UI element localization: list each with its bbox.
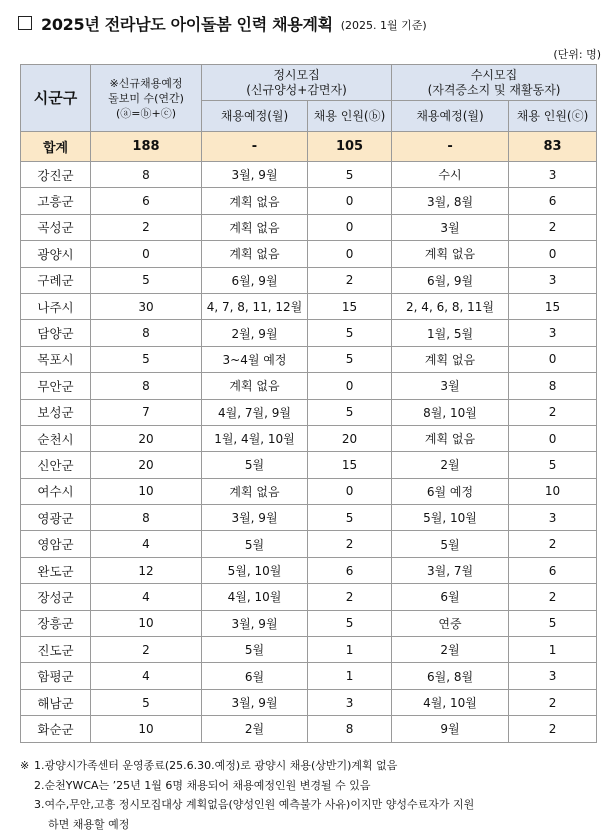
occasional-month: 3월, 7월 <box>392 557 509 583</box>
occasional-month: 계획 없음 <box>392 425 509 451</box>
recruitment-table <box>20 64 597 743</box>
unit-label: (단위: 명) <box>553 48 601 61</box>
table-row <box>21 214 597 240</box>
regular-month: 3월, 9월 <box>202 162 308 188</box>
table-row <box>21 293 597 319</box>
region-name: 구례군 <box>21 267 91 293</box>
table-row <box>21 478 597 504</box>
region-name: 여수시 <box>21 478 91 504</box>
occasional-month: 4월, 10월 <box>392 689 509 715</box>
planned-count: 6 <box>91 188 202 214</box>
footnote-3: 3.여수,무안,고흥 정시모집대상 계획없음(양성인원 예측불가 사유)이지만 양성수료자가 지원 <box>34 798 475 811</box>
total-planned: 188 <box>91 132 202 162</box>
occasional-month: 2, 4, 6, 8, 11월 <box>392 293 509 319</box>
regular-count: 0 <box>308 188 392 214</box>
regular-count: 15 <box>308 452 392 478</box>
checkbox-icon <box>18 16 32 30</box>
regular-count: 5 <box>308 320 392 346</box>
region-name: 영암군 <box>21 531 91 557</box>
planned-count: 5 <box>91 346 202 372</box>
regular-count: 0 <box>308 373 392 399</box>
occasional-month: 6월 <box>392 584 509 610</box>
regular-month: 5월 <box>202 452 308 478</box>
planned-count: 10 <box>91 610 202 636</box>
occasional-count: 3 <box>509 505 597 531</box>
regular-count: 2 <box>308 584 392 610</box>
regular-count: 6 <box>308 557 392 583</box>
planned-count: 8 <box>91 373 202 399</box>
table-row <box>21 425 597 451</box>
regular-count: 20 <box>308 425 392 451</box>
regular-count: 1 <box>308 637 392 663</box>
table-row <box>21 505 597 531</box>
occasional-month: 계획 없음 <box>392 241 509 267</box>
regular-count: 0 <box>308 478 392 504</box>
regular-count: 0 <box>308 214 392 240</box>
regular-count: 5 <box>308 346 392 372</box>
table-row <box>21 373 597 399</box>
region-name: 나주시 <box>21 293 91 319</box>
header-regular <box>202 65 392 101</box>
occasional-count: 0 <box>509 425 597 451</box>
header-occasional-line1: 수시모집 <box>470 67 518 82</box>
regular-month: 계획 없음 <box>202 478 308 504</box>
region-name: 완도군 <box>21 557 91 583</box>
region-name: 보성군 <box>21 399 91 425</box>
table-row <box>21 663 597 689</box>
occasional-month: 9월 <box>392 716 509 742</box>
regular-month: 계획 없음 <box>202 241 308 267</box>
occasional-month: 3월 <box>392 373 509 399</box>
regular-month: 3월, 9월 <box>202 610 308 636</box>
regular-month: 2월 <box>202 716 308 742</box>
table-row <box>21 188 597 214</box>
footnote-1 <box>20 756 609 776</box>
table-row <box>21 716 597 742</box>
region-name: 강진군 <box>21 162 91 188</box>
table-row <box>21 531 597 557</box>
regular-month: 3월, 9월 <box>202 689 308 715</box>
planned-count: 8 <box>91 162 202 188</box>
regular-month: 5월 <box>202 637 308 663</box>
occasional-count: 0 <box>509 346 597 372</box>
occasional-month: 6월, 9월 <box>392 267 509 293</box>
planned-count: 2 <box>91 214 202 240</box>
occasional-count: 3 <box>509 320 597 346</box>
occasional-month: 8월, 10월 <box>392 399 509 425</box>
footnote-mark: ※ <box>20 759 30 772</box>
planned-count: 20 <box>91 452 202 478</box>
regular-count: 15 <box>308 293 392 319</box>
region-name: 진도군 <box>21 637 91 663</box>
occasional-month: 6월, 8월 <box>392 663 509 689</box>
footnotes <box>20 756 609 834</box>
total-regular-count: 105 <box>308 132 392 162</box>
regular-count: 0 <box>308 241 392 267</box>
planned-count: 12 <box>91 557 202 583</box>
table-row <box>21 557 597 583</box>
occasional-count: 3 <box>509 663 597 689</box>
region-name: 담양군 <box>21 320 91 346</box>
regular-month: 5월, 10월 <box>202 557 308 583</box>
occasional-count: 5 <box>509 610 597 636</box>
planned-count: 4 <box>91 584 202 610</box>
regular-month: 3~4월 예정 <box>202 346 308 372</box>
header-regular-line1: 정시모집 <box>273 67 320 82</box>
region-name: 장흥군 <box>21 610 91 636</box>
planned-count: 5 <box>91 267 202 293</box>
header-occasional-line2: (자격증소지 및 재활동자) <box>427 82 561 97</box>
occasional-count: 2 <box>509 214 597 240</box>
table-row <box>21 399 597 425</box>
region-name: 함평군 <box>21 663 91 689</box>
region-name: 목포시 <box>21 346 91 372</box>
planned-count: 2 <box>91 637 202 663</box>
region-name: 무안군 <box>21 373 91 399</box>
header-planned-line3: (ⓐ=ⓑ+ⓒ) <box>115 106 177 120</box>
region-name: 영광군 <box>21 505 91 531</box>
footnote-2: 2.순천YWCA는 ’25년 1월 6명 채용되어 채용예정인원 변경될 수 있음 <box>34 778 371 792</box>
occasional-count: 6 <box>509 188 597 214</box>
occasional-count: 10 <box>509 478 597 504</box>
occasional-count: 8 <box>509 373 597 399</box>
footnote-1-text: 1.광양시가족센터 운영종료(25.6.30.예정)로 광양시 채용(상반기)계획 없음 <box>34 759 398 772</box>
occasional-count: 15 <box>509 293 597 319</box>
table-row <box>21 241 597 267</box>
occasional-count: 2 <box>509 399 597 425</box>
region-name: 장성군 <box>21 584 91 610</box>
regular-month: 6월, 9월 <box>202 267 308 293</box>
regular-count: 2 <box>308 267 392 293</box>
regular-count: 5 <box>308 505 392 531</box>
occasional-count: 3 <box>509 162 597 188</box>
planned-count: 8 <box>91 505 202 531</box>
occasional-count: 5 <box>509 452 597 478</box>
regular-month: 4, 7, 8, 11, 12월 <box>202 293 308 319</box>
footnote-3-cont: 하면 채용할 예정 <box>48 817 130 831</box>
occasional-month: 연중 <box>392 610 509 636</box>
regular-month: 1월, 4월, 10월 <box>202 425 308 451</box>
region-name: 해남군 <box>21 689 91 715</box>
table-row <box>21 320 597 346</box>
regular-count: 1 <box>308 663 392 689</box>
occasional-count: 1 <box>509 637 597 663</box>
regular-month: 6월 <box>202 663 308 689</box>
planned-count: 0 <box>91 241 202 267</box>
header-regular-count: 채용 인원(ⓑ) <box>308 101 392 132</box>
regular-month: 계획 없음 <box>202 188 308 214</box>
planned-count: 5 <box>91 689 202 715</box>
table-row <box>21 689 597 715</box>
occasional-month: 1월, 5월 <box>392 320 509 346</box>
total-occasional-count: 83 <box>509 132 597 162</box>
region-name: 광양시 <box>21 241 91 267</box>
regular-month: 3월, 9월 <box>202 505 308 531</box>
occasional-month: 5월 <box>392 531 509 557</box>
page-title: 2025년 전라남도 아이돌봄 인력 채용계획 <box>41 14 333 34</box>
regular-count: 2 <box>308 531 392 557</box>
title-row <box>18 10 427 36</box>
regular-count: 3 <box>308 689 392 715</box>
occasional-month: 5월, 10월 <box>392 505 509 531</box>
regular-count: 5 <box>308 399 392 425</box>
occasional-count: 2 <box>509 716 597 742</box>
regular-month: 4월, 7월, 9월 <box>202 399 308 425</box>
planned-count: 30 <box>91 293 202 319</box>
regular-month: 4월, 10월 <box>202 584 308 610</box>
regular-month: 계획 없음 <box>202 373 308 399</box>
planned-count: 4 <box>91 531 202 557</box>
total-row <box>21 132 597 162</box>
header-occasional-month: 채용예정(월) <box>392 101 509 132</box>
planned-count: 10 <box>91 716 202 742</box>
planned-count: 8 <box>91 320 202 346</box>
header-planned-line1: ※신규채용예정 <box>109 76 183 90</box>
total-occasional-month: - <box>392 132 509 162</box>
occasional-count: 2 <box>509 584 597 610</box>
region-name: 고흥군 <box>21 188 91 214</box>
region-name: 신안군 <box>21 452 91 478</box>
regular-month: 2월, 9월 <box>202 320 308 346</box>
occasional-month: 2월 <box>392 452 509 478</box>
planned-count: 10 <box>91 478 202 504</box>
regular-count: 5 <box>308 610 392 636</box>
header-regular-line2: (신규양성+감면자) <box>246 82 347 97</box>
total-label: 합계 <box>21 132 91 162</box>
table-row <box>21 346 597 372</box>
occasional-count: 2 <box>509 689 597 715</box>
header-sigungu: 시군구 <box>21 65 91 132</box>
regular-count: 8 <box>308 716 392 742</box>
table-row <box>21 452 597 478</box>
header-planned <box>91 65 202 132</box>
occasional-month: 3월, 8월 <box>392 188 509 214</box>
header-planned-line2: 돌보미 수(연간) <box>108 91 184 105</box>
table-row <box>21 584 597 610</box>
occasional-count: 6 <box>509 557 597 583</box>
occasional-count: 2 <box>509 531 597 557</box>
occasional-month: 수시 <box>392 162 509 188</box>
regular-count: 5 <box>308 162 392 188</box>
title-date: (2025. 1월 기준) <box>340 18 427 32</box>
planned-count: 7 <box>91 399 202 425</box>
table-row <box>21 637 597 663</box>
region-name: 순천시 <box>21 425 91 451</box>
occasional-count: 0 <box>509 241 597 267</box>
occasional-month: 2월 <box>392 637 509 663</box>
planned-count: 20 <box>91 425 202 451</box>
table-row <box>21 162 597 188</box>
regular-month: 5월 <box>202 531 308 557</box>
occasional-month: 6월 예정 <box>392 478 509 504</box>
regular-month: 계획 없음 <box>202 214 308 240</box>
occasional-month: 3월 <box>392 214 509 240</box>
header-occasional-count: 채용 인원(ⓒ) <box>509 101 597 132</box>
table-row <box>21 267 597 293</box>
table-row <box>21 610 597 636</box>
planned-count: 4 <box>91 663 202 689</box>
header-regular-month: 채용예정(월) <box>202 101 308 132</box>
region-name: 화순군 <box>21 716 91 742</box>
total-regular-month: - <box>202 132 308 162</box>
occasional-month: 계획 없음 <box>392 346 509 372</box>
header-occasional <box>392 65 597 101</box>
region-name: 곡성군 <box>21 214 91 240</box>
occasional-count: 3 <box>509 267 597 293</box>
